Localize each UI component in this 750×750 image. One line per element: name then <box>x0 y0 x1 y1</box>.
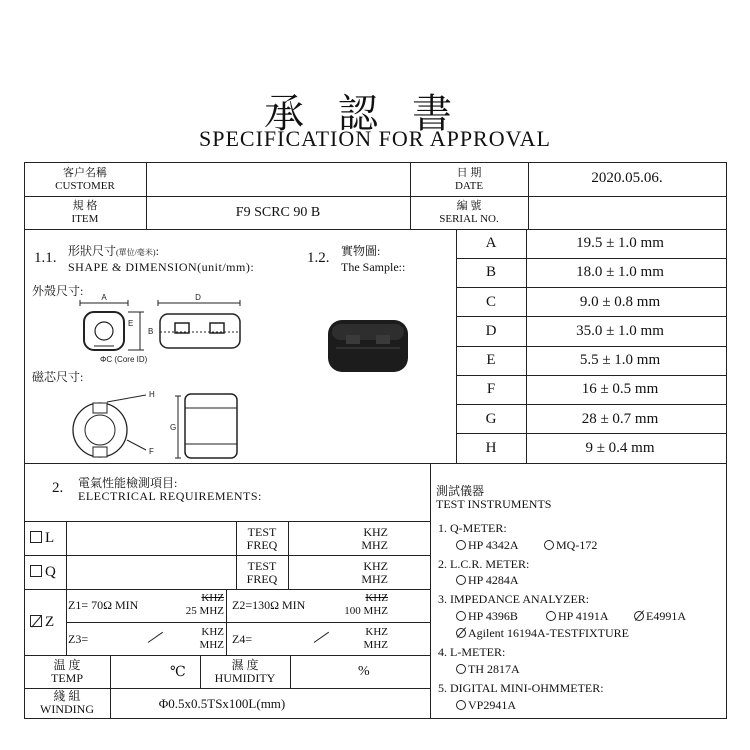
electrical-heading-cn: 電氣性能檢測項目: <box>78 476 178 490</box>
section-1-2-number: 1.2. <box>307 250 330 266</box>
impedance-analyzer-label: 3. IMPEDANCE ANALYZER: <box>438 592 590 606</box>
l-meter-label: 4. L-METER: <box>438 645 506 659</box>
core-side-view <box>175 394 237 458</box>
sample-heading-en: The Sample:: <box>341 260 406 274</box>
dim-label-d: D <box>195 293 201 302</box>
date-label: 日 期 DATE <box>454 167 484 192</box>
outer-size-label: 外殼尺寸: <box>32 284 84 298</box>
dimension-value: 28 ± 0.7 mm <box>581 410 659 427</box>
winding-value: Φ0.5x0.5TSx100L(mm) <box>158 696 286 711</box>
dim-label-g: G <box>170 423 177 432</box>
winding-label: 綫 組 WINDING <box>40 689 94 716</box>
dimension-value: 9 ± 0.4 mm <box>585 439 655 456</box>
dimension-letter: D <box>485 322 497 339</box>
temp-label: 温 度 TEMP <box>50 658 83 685</box>
humidity-label: 濕 度 HUMIDITY <box>214 658 276 685</box>
z1-value: Z1= 70Ω MIN <box>68 598 139 612</box>
dimension-letter: E <box>486 352 496 368</box>
dim-label-h: H <box>149 390 155 399</box>
q-units: KHZ MHZ <box>361 559 388 586</box>
l-checkbox[interactable]: L <box>30 530 54 547</box>
core-end-view <box>73 395 146 457</box>
core-id-label: ΦC (Core ID) <box>100 355 148 364</box>
l-meter-option-1[interactable]: TH 2817A <box>456 662 520 677</box>
z2-value: Z2=130Ω MIN <box>232 598 306 612</box>
dimension-letter: G <box>485 410 497 427</box>
customer-label: 客户名稱 CUSTOMER <box>55 167 115 192</box>
dimension-value: 19.5 ± 1.0 mm <box>576 235 664 251</box>
l-test-freq-label: TEST FREQ <box>246 525 278 552</box>
instruments-heading-cn: 測試儀器 <box>436 484 485 498</box>
instruments-heading-en: TEST INSTRUMENTS <box>436 497 552 511</box>
imp-option-2[interactable]: HP 4191A <box>546 609 609 624</box>
dimension-value: 9.0 ± 0.8 mm <box>579 293 661 310</box>
dim-label-e: E <box>128 319 134 328</box>
section-1-1-number: 1.1. <box>34 250 57 266</box>
dimension-value: 16 ± 0.5 mm <box>581 381 659 398</box>
q-checkbox[interactable]: Q <box>30 564 56 581</box>
electrical-heading-en: ELECTRICAL REQUIREMENTS: <box>78 489 262 503</box>
dimension-letter: B <box>485 264 496 281</box>
dimension-letter: C <box>485 293 496 310</box>
serial-label: 編 號 SERIAL NO. <box>439 200 499 225</box>
lcr-option-1[interactable]: HP 4284A <box>456 573 519 588</box>
dimension-letter: H <box>485 439 497 456</box>
z4-units: KHZ MHZ <box>363 626 388 651</box>
q-meter-option-2[interactable]: MQ-172 <box>544 538 597 553</box>
z-checkbox[interactable]: Z <box>30 614 54 631</box>
imp-option-3[interactable]: E4991A <box>634 609 686 624</box>
dimension-diagram <box>60 290 260 460</box>
sample-heading-cn: 實物圖: <box>341 244 381 258</box>
z3-blank-slash <box>148 632 163 643</box>
dimension-value: 5.5 ± 1.0 mm <box>579 352 661 368</box>
dim-label-b: B <box>148 327 154 336</box>
item-label: 規 格 ITEM <box>71 200 99 225</box>
dimension-value: 18.0 ± 1.0 mm <box>576 264 664 281</box>
q-meter-option-1[interactable]: HP 4342A <box>456 538 519 553</box>
z1-freq: KHZ 25 MHZ <box>185 592 224 617</box>
date-value: 2020.05.06. <box>591 170 663 186</box>
z4-blank-slash <box>314 632 329 643</box>
item-value: F9 SCRC 90 B <box>235 205 321 220</box>
ohmmeter-label: 5. DIGITAL MINI-OHMMETER: <box>438 681 604 695</box>
title-cn: 承認書 <box>264 91 486 137</box>
dim-label-f: F <box>149 447 154 456</box>
z4-value: Z4= <box>232 632 253 646</box>
outer-side-view <box>158 300 240 348</box>
z3-value: Z3= <box>68 632 89 646</box>
temp-unit: ℃ <box>170 665 186 680</box>
q-meter-label: 1. Q-METER: <box>438 521 507 535</box>
shape-heading-cn: 形狀尺寸(單位/毫米): <box>68 244 159 258</box>
outer-end-view <box>80 300 144 350</box>
z2-freq: KHZ 100 MHZ <box>344 592 388 617</box>
shape-heading-en: SHAPE & DIMENSION(unit/mm): <box>68 260 255 274</box>
imp-option-1[interactable]: HP 4396B <box>456 609 518 624</box>
l-units: KHZ MHZ <box>361 525 388 552</box>
dimension-value: 35.0 ± 1.0 mm <box>576 322 664 339</box>
dimension-letter: A <box>485 235 497 251</box>
dimension-letter: F <box>486 381 496 398</box>
dim-label-a: A <box>101 293 107 302</box>
title-en: SPECIFICATION FOR APPROVAL <box>198 126 551 151</box>
core-size-label: 磁芯尺寸: <box>32 370 84 384</box>
q-test-freq-label: TEST FREQ <box>246 559 278 586</box>
humidity-unit: % <box>358 664 370 679</box>
ohmmeter-option-1[interactable]: VP2941A <box>456 698 516 713</box>
sample-photo <box>318 310 418 380</box>
z3-units: KHZ MHZ <box>199 626 224 651</box>
section-2-number: 2. <box>52 480 64 496</box>
imp-option-4[interactable]: Agilent 16194A-TESTFIXTURE <box>456 626 629 641</box>
lcr-meter-label: 2. L.C.R. METER: <box>438 557 530 571</box>
